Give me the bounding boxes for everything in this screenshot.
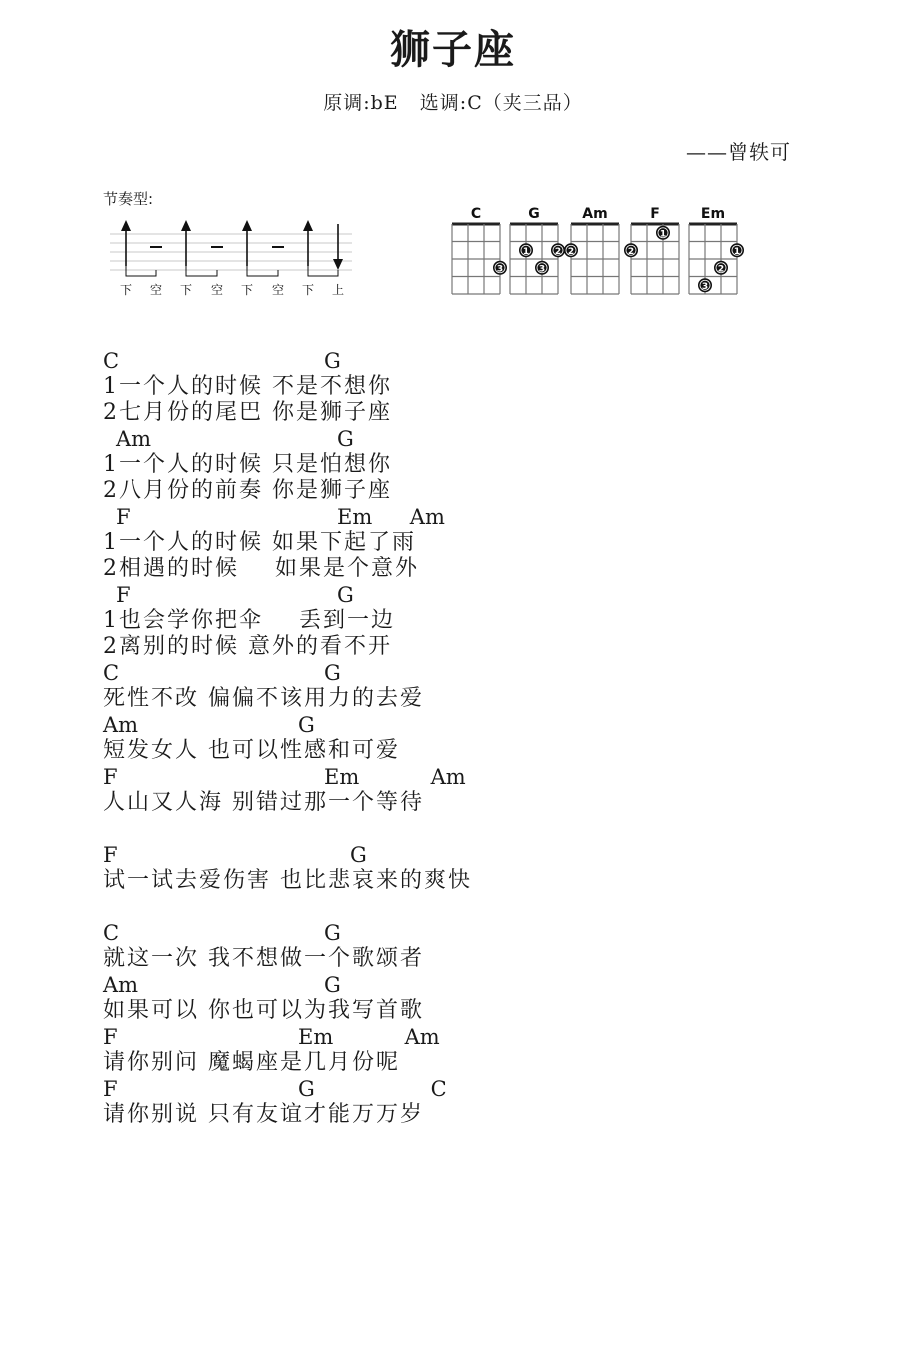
chord-label: Em	[324, 765, 360, 789]
author: ——曾轶可	[686, 140, 791, 164]
chord-label: C	[430, 1077, 447, 1101]
chord-diagram-g	[510, 206, 564, 294]
lyric-line: 2离别的时候 意外的看不开	[103, 634, 392, 659]
upstroke-arrow	[333, 224, 343, 270]
chord-label: Em	[337, 505, 373, 529]
lyric-line: 请你别问 魔蝎座是几月份呢	[103, 1050, 400, 1075]
chord-label: G	[337, 583, 354, 607]
chord-diagram-c	[452, 206, 506, 294]
chord-label: F	[116, 583, 131, 607]
chord-label: Am	[116, 427, 152, 451]
downstroke-arrow	[242, 220, 252, 274]
lyric-line: 试一试去爱伤害 也比悲哀来的爽快	[103, 868, 472, 893]
chord-diagram-em	[689, 206, 743, 294]
lyric-line: 2相遇的时候 如果是个意外	[103, 556, 419, 581]
svg-text:3: 3	[701, 281, 709, 292]
chord-label: G	[324, 349, 341, 373]
chord-name: F	[650, 206, 660, 222]
chord-label: G	[324, 661, 341, 685]
svg-text:2: 2	[554, 246, 562, 257]
svg-text:1: 1	[733, 246, 741, 257]
chord-diagram-am	[565, 206, 619, 294]
chord-line	[103, 842, 623, 868]
chord-name: Am	[582, 206, 608, 222]
original-key: 原调:bE	[323, 92, 399, 114]
chord-label: G	[324, 921, 341, 945]
svg-text:1: 1	[522, 246, 530, 257]
stroke-label: 空	[271, 283, 285, 297]
lyric-line: 1一个人的时候 只是怕想你	[103, 452, 392, 477]
chord-name: C	[470, 206, 482, 222]
chord-diagram-f	[625, 206, 679, 294]
chord-line	[103, 582, 623, 608]
chord-line	[103, 764, 623, 790]
stroke-label: 下	[240, 283, 254, 297]
chord-label: G	[298, 713, 315, 737]
lyric-line: 1一个人的时候 不是不想你	[103, 374, 392, 399]
lyric-line: 短发女人 也可以性感和可爱	[103, 738, 400, 763]
chord-label: Am	[103, 973, 139, 997]
svg-text:1: 1	[659, 229, 667, 240]
chord-label: Am	[430, 765, 466, 789]
key-info	[0, 88, 906, 115]
chord-label: F	[116, 505, 131, 529]
chord-label: Em	[298, 1025, 334, 1049]
chord-line	[103, 660, 623, 686]
rhythm-label: 节奏型:	[103, 190, 154, 208]
downstroke-arrow	[121, 220, 131, 274]
chord-line	[103, 972, 623, 998]
chord-line	[103, 920, 623, 946]
chord-label: F	[103, 1025, 118, 1049]
svg-text:2: 2	[717, 264, 725, 275]
chord-label: C	[103, 661, 120, 685]
chord-label: F	[103, 1077, 118, 1101]
lyric-line: 1一个人的时候 如果下起了雨	[103, 530, 416, 555]
svg-text:3: 3	[538, 264, 546, 275]
chord-diagrams	[448, 200, 748, 300]
lyric-line: 1也会学你把伞 丢到一边	[103, 608, 395, 633]
selected-key: 选调:C（夹三品）	[419, 92, 583, 114]
chord-name: G	[528, 206, 540, 222]
page-title: 狮子座	[390, 27, 516, 73]
chord-line	[103, 1024, 623, 1050]
chord-line	[103, 348, 623, 374]
chord-label: C	[103, 349, 120, 373]
chord-label: F	[103, 843, 118, 867]
chord-label: C	[103, 921, 120, 945]
lyric-line: 请你别说 只有友谊才能万万岁	[103, 1102, 424, 1127]
chord-line	[103, 712, 623, 738]
stroke-label: 上	[331, 283, 345, 297]
chord-line	[103, 426, 623, 452]
chord-line	[103, 504, 623, 530]
chord-name: Em	[700, 206, 726, 222]
lyric-line: 如果可以 你也可以为我写首歌	[103, 998, 424, 1023]
stroke-label: 下	[119, 283, 133, 297]
chord-label: Am	[404, 1025, 440, 1049]
svg-text:3: 3	[496, 264, 504, 275]
lyric-line: 死性不改 偏偏不该用力的去爱	[103, 686, 424, 711]
chord-label: G	[337, 427, 354, 451]
stroke-label: 下	[179, 283, 193, 297]
lyric-line: 2七月份的尾巴 你是狮子座	[103, 400, 392, 425]
downstroke-arrow	[181, 220, 191, 274]
rhythm-pattern	[104, 214, 364, 304]
lyric-line: 就这一次 我不想做一个歌颂者	[103, 946, 424, 971]
chord-label: G	[350, 843, 367, 867]
stroke-label: 下	[301, 283, 315, 297]
chord-line	[103, 1076, 623, 1102]
chord-label: G	[324, 973, 341, 997]
chord-label: Am	[409, 505, 445, 529]
lyric-line: 2八月份的前奏 你是狮子座	[103, 478, 392, 503]
stroke-label: 空	[149, 283, 163, 297]
chord-label: Am	[103, 713, 139, 737]
svg-text:2: 2	[567, 246, 575, 257]
downstroke-arrow	[303, 220, 313, 274]
stroke-label: 空	[210, 283, 224, 297]
svg-text:2: 2	[627, 246, 635, 257]
lyric-line: 人山又人海 别错过那一个等待	[103, 790, 424, 815]
chord-label: F	[103, 765, 118, 789]
chord-label: G	[298, 1077, 315, 1101]
